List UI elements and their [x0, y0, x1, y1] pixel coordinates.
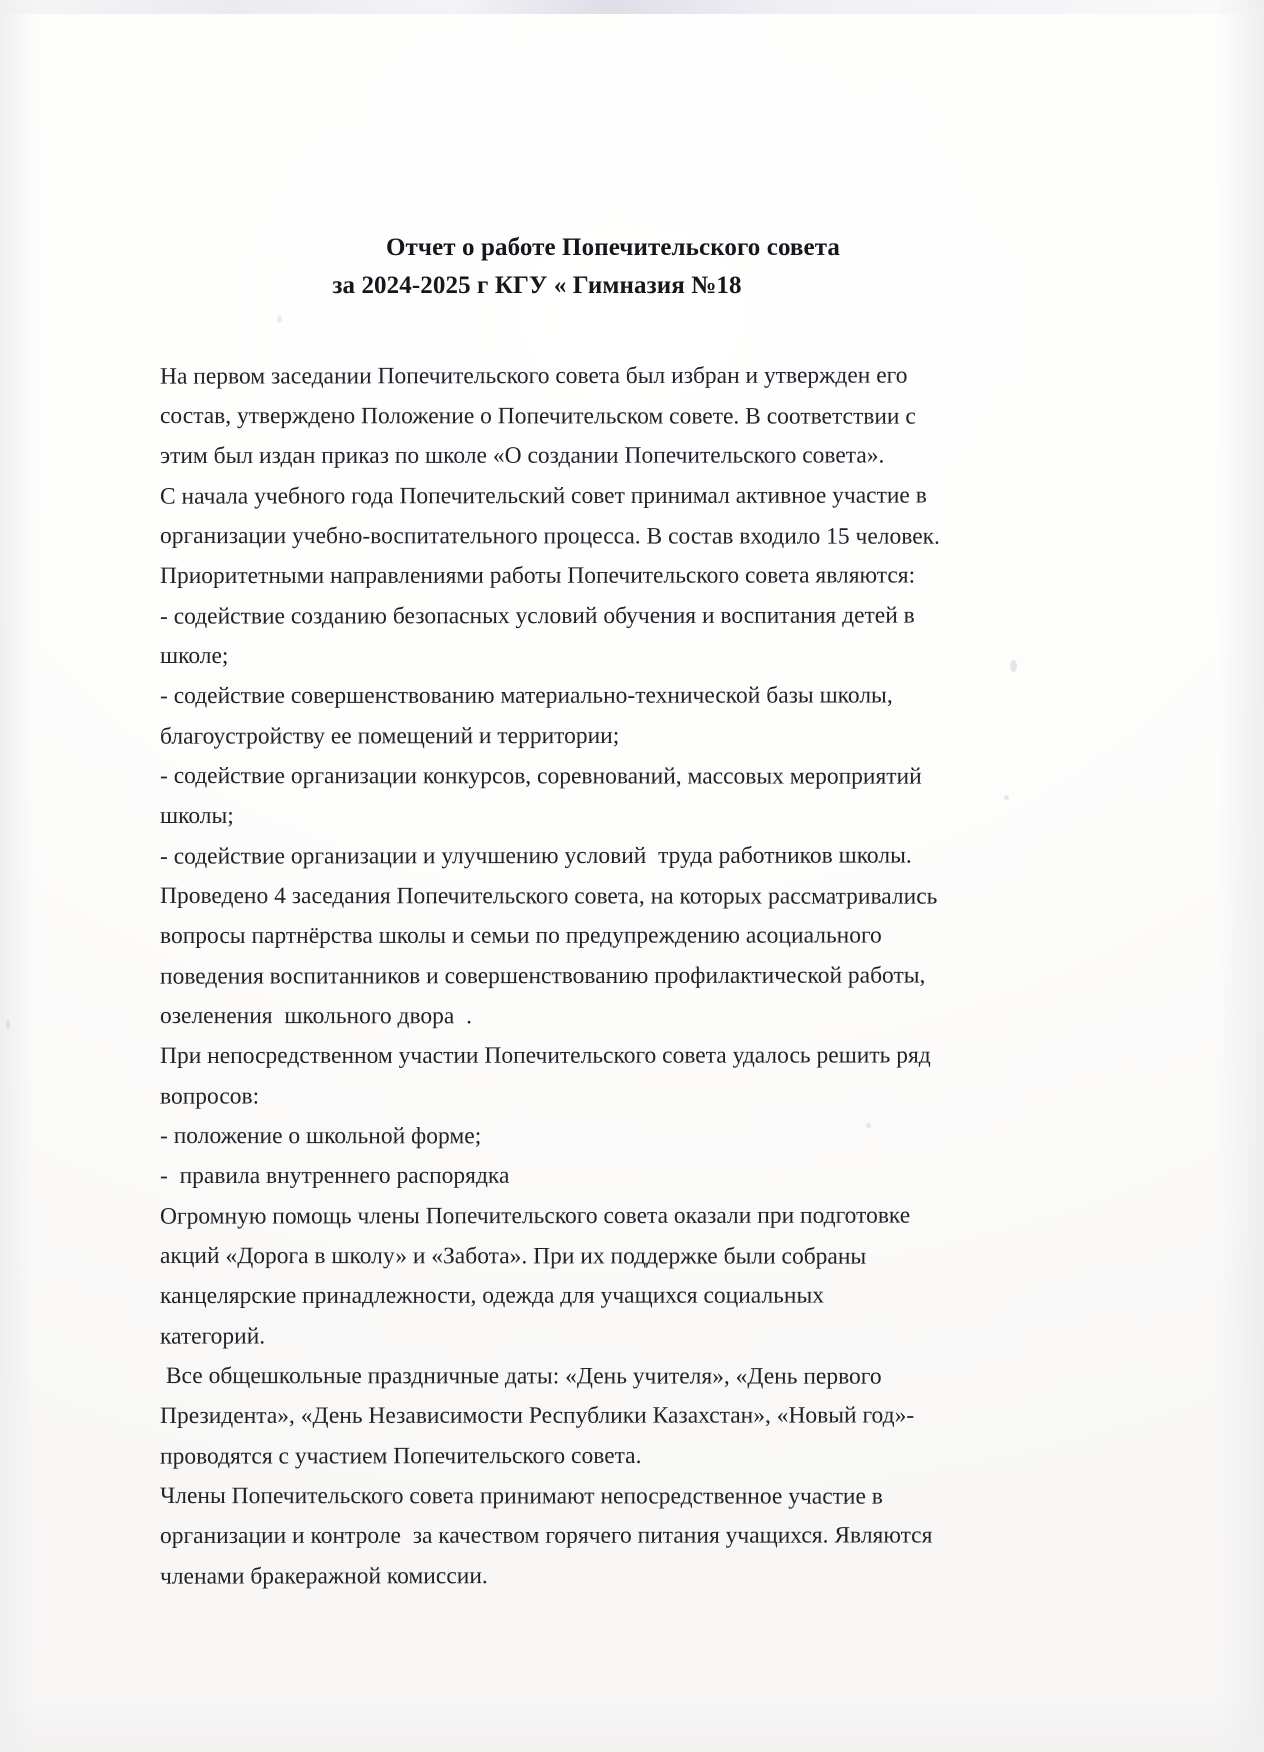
text-line: Проведено 4 заседания Попечительского совета, на которых рассматривались	[159, 883, 938, 910]
text-line: организации и контроле за качеством горячего питания учащихся. Являются	[159, 1522, 933, 1550]
text-line-bullet: - правила внутреннего распорядка	[159, 1162, 510, 1190]
text-line: состав, утверждено Положение о Попечительском совете. В соответствии с	[159, 403, 916, 430]
scan-edge-shading-left	[0, 0, 34, 1752]
page-title	[160, 232, 1040, 302]
text-line: поведения воспитанников и совершенствованию профилактической работы,	[159, 962, 926, 990]
text-line: озеленения школьного двора .	[159, 1003, 473, 1030]
text-line: этим был издан приказ по школе «О создании Попечительского совета».	[159, 442, 885, 470]
text-line: членами бракеражной комиссии.	[159, 1563, 488, 1590]
text-line: канцелярские принадлежности, одежда для учащихся социальных	[159, 1282, 825, 1310]
text-line: акций «Дорога в школу» и «Забота». При их поддержке были собраны	[159, 1243, 867, 1270]
scan-edge-shading-top	[0, 0, 1264, 14]
text-line: благоустройству ее помещений и территории;	[159, 722, 620, 750]
document-text-body	[160, 232, 1040, 1596]
text-line: На первом заседании Попечительского совета был избран и утвержден его	[159, 362, 908, 390]
scan-edge-shading-bottom	[0, 1692, 1264, 1752]
text-line-bullet: - положение о школьной форме;	[159, 1123, 482, 1150]
text-line: Все общешкольные праздничные даты: «День учителя», «День первого	[159, 1363, 882, 1390]
scan-speck	[6, 1020, 10, 1029]
text-line: Члены Попечительского совета принимают непосредственное участие в	[159, 1483, 883, 1510]
text-line: организации учебно-воспитательного процесса. В состав входило 15 человек.	[159, 523, 940, 550]
text-line: Приоритетными направлениями работы Попечительского совета являются:	[159, 562, 916, 590]
text-line: школы;	[159, 802, 234, 830]
text-line: школе;	[159, 643, 229, 670]
report-text	[160, 356, 1040, 1596]
text-line-bullet: - содействие организации и улучшению условий труда работников школы.	[159, 842, 912, 870]
text-line-bullet: - содействие организации конкурсов, соревнований, массовых мероприятий	[159, 763, 922, 790]
text-line: категорий.	[159, 1323, 266, 1350]
text-line: вопросов:	[159, 1083, 260, 1110]
text-line-bullet: - содействие созданию безопасных условий обучения и воспитания детей в	[159, 602, 915, 630]
text-line: При непосредственном участии Попечительского совета удалось решить ряд	[159, 1042, 931, 1070]
text-line: вопросы партнёрства школы и семьи по предупреждению асоциального	[159, 922, 882, 950]
text-line-bullet: - содействие совершенствованию материально-технической базы школы,	[159, 682, 893, 710]
text-line: Президента», «День Независимости Республики Казахстан», «Новый год»-	[159, 1402, 915, 1430]
scan-edge-shading-right	[1218, 0, 1264, 1752]
text-line: С начала учебного года Попечительский совет принимал активное участие в	[159, 482, 927, 510]
text-line: Огромную помощь члены Попечительского совета оказали при подготовке	[159, 1202, 911, 1230]
title-line-1: Отчет о работе Попечительского совета	[385, 234, 841, 261]
text-line: проводятся с участием Попечительского совета.	[159, 1442, 642, 1470]
title-line-2: за 2024-2025 г КГУ « Гимназия №18	[332, 272, 742, 299]
